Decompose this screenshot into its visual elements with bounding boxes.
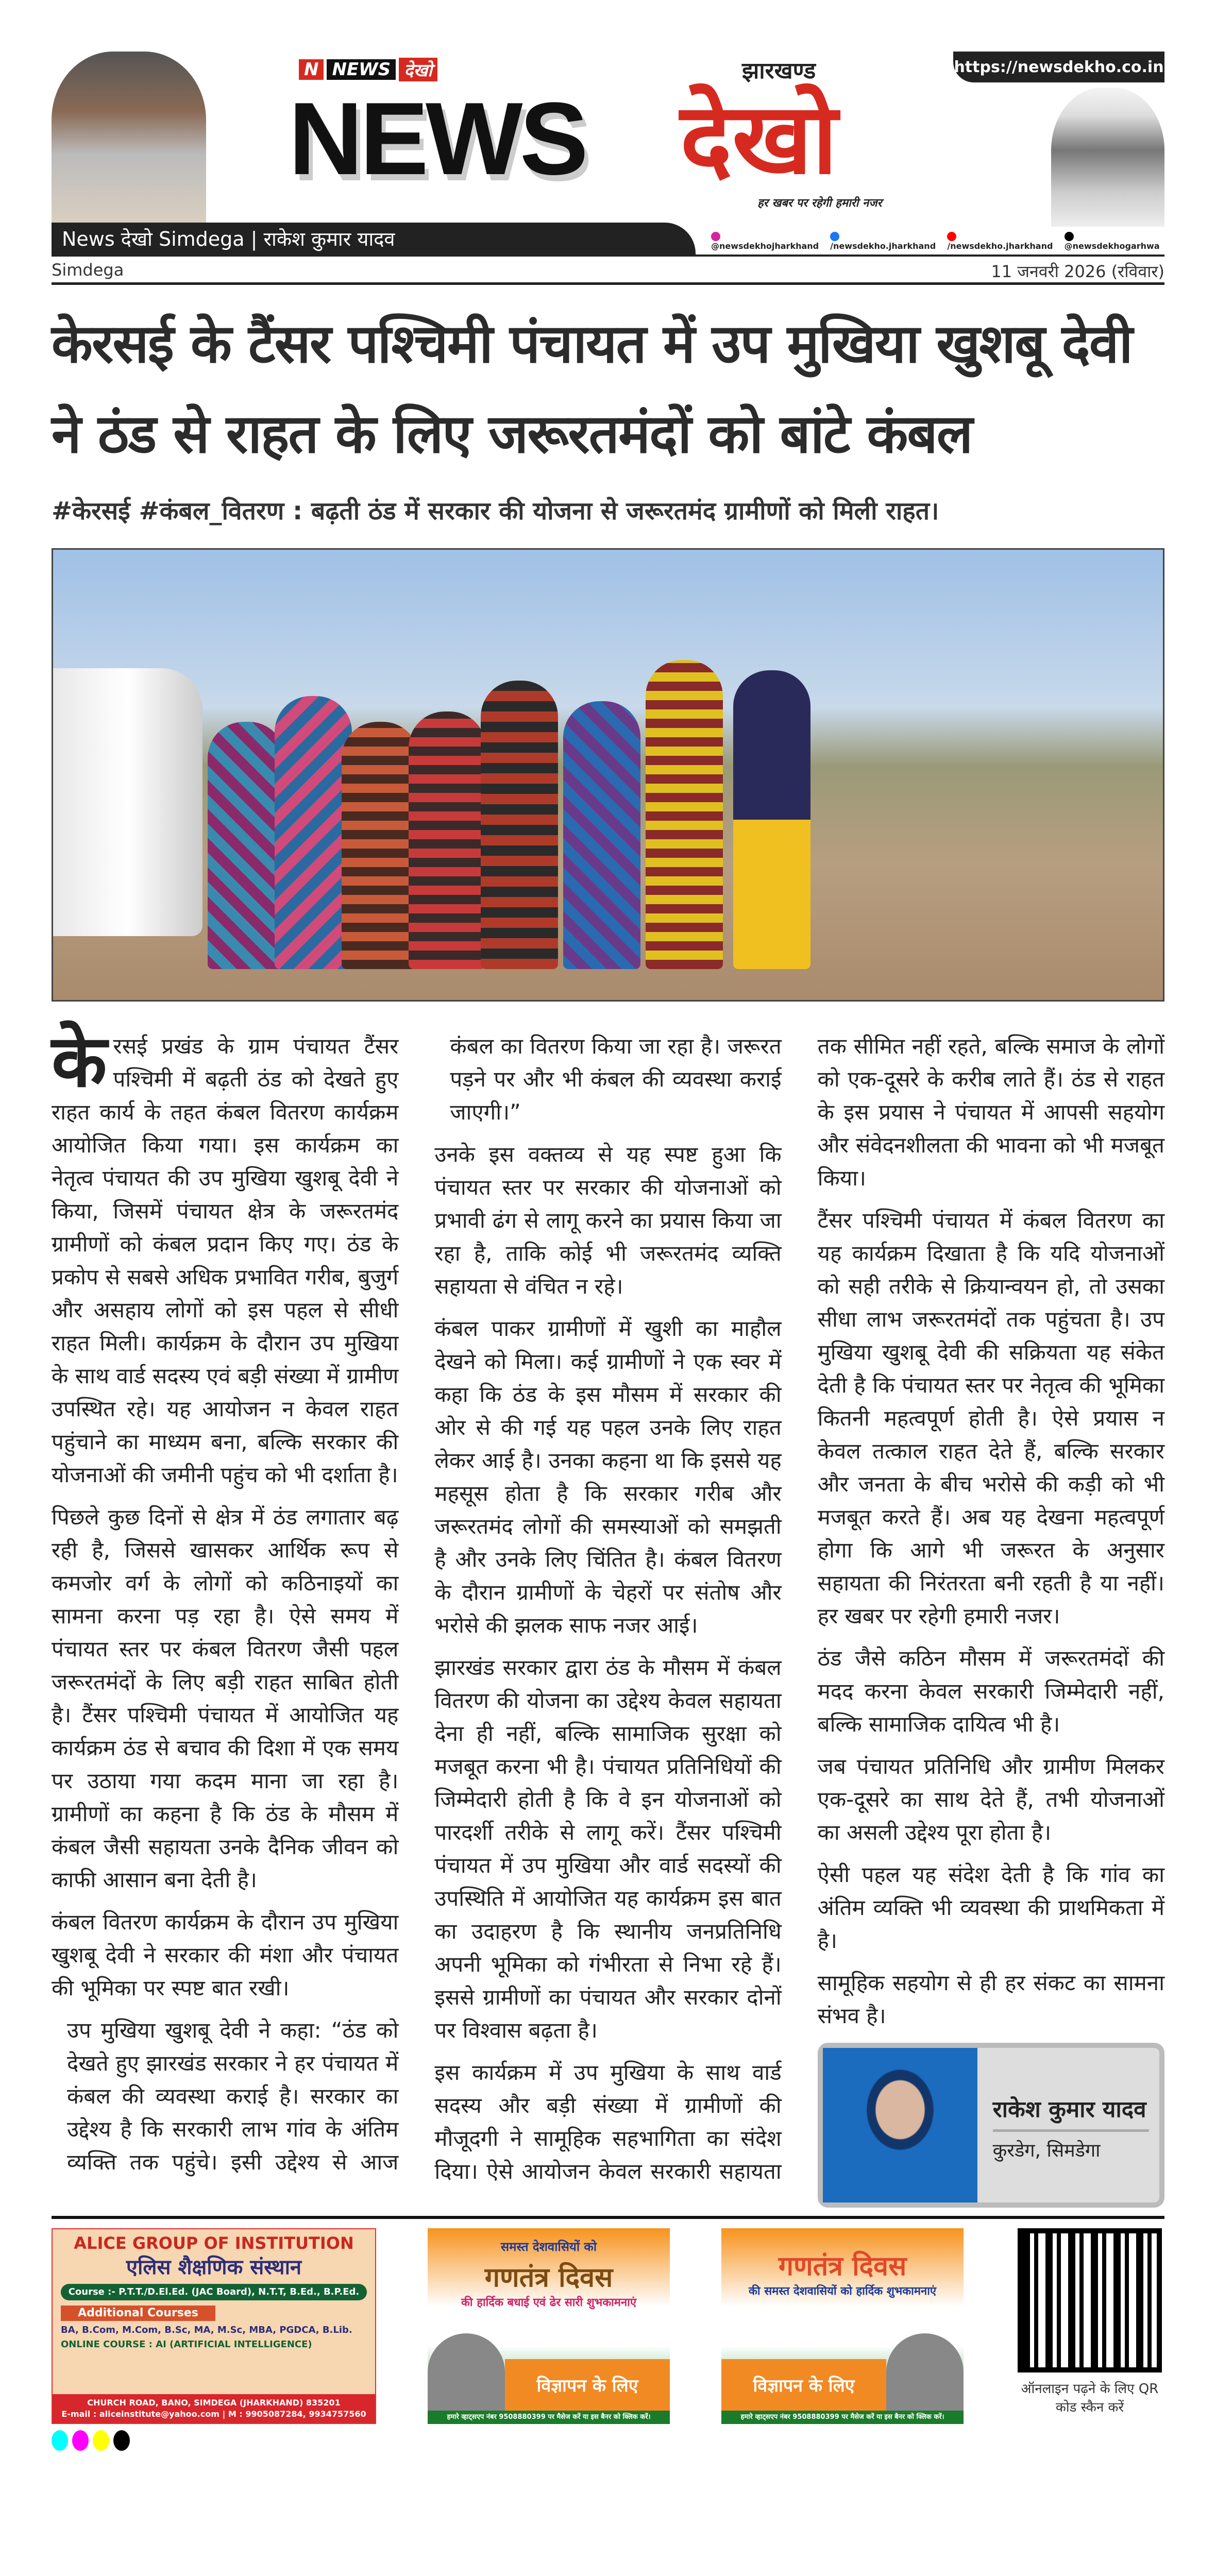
article-paragraph: टैंसर पश्चिमी पंचायत में कंबल वितरण का यह कार्यक्रम दिखाता है कि यदि योजनाओं को सही तरीके से क्रियान्वयन हो, तो उसका सीधा लाभ जरूरतमंदों तक पहुंचता है। उप मुखिया खुशबू देवी की सक्रियता यह संकेत देती है कि पंचायत स्तर पर नेतृत्व की भूमिका कितनी महत्वपूर्ण होती है। ऐसे प्रयास न केवल तत्काल राहत देते हैं, बल्कि सरकार और जनता के बीच भरोसे की कड़ी को भी मजबूत करते हैं। अब यह देखना महत्वपूर्ण होगा कि आगे भी जरूरत के अनुसार सहायता की निरंतरता बनी रहती है या नहीं। हर खबर पर रहेगी हमारी नजर। [817, 1208, 1164, 1629]
divider [52, 2216, 1164, 2219]
social-handle: @newsdekhojharkhand [711, 241, 819, 251]
portrait-left-image [52, 52, 206, 223]
person-figure [481, 681, 558, 969]
ad-sub-text: की समस्त देशवासियों को हार्दिक शुभकामनाएं [748, 2285, 937, 2298]
logo-dekho: देखो [680, 82, 838, 196]
person-figure [563, 701, 640, 969]
article-paragraph: झारखंड सरकार द्वारा ठंड के मौसम में कंबल वितरण की योजना का उद्देश्य केवल सहायता देना ही नहीं, बल्कि सामाजिक सुरक्षा को मजबूत करना भी है। पंचायत प्रतिनिधियों की जिम्मेदारी होती है कि वे इन योजनाओं को पारदर्शी तरीके से लागू करें। टैंसर पश्चिमी पंचायत में उप मुखिया और वार्ड सदस्यों की उपस्थिति में आयोजित यह कार्यक्रम इस बात का उदाहरण है कि स्थानीय जनप्रतिनिधि अपनी भूमिका को गंभीरता से निभा रहे हैं। इससे ग्रामीणों का पंचायत और सरकार दोनों पर विश्वास बढ़ता है। [434, 1655, 782, 2043]
social-facebook[interactable] [830, 231, 940, 251]
ad-cta-button[interactable]: विज्ञापन के लिए [505, 2359, 670, 2411]
main-content [52, 299, 1164, 2424]
article-body [52, 1020, 1164, 2208]
author-card [818, 2043, 1164, 2208]
social-instagram[interactable] [711, 231, 823, 251]
logo-news: NEWS [289, 81, 585, 196]
magenta-dot [72, 2430, 89, 2451]
divider [52, 282, 1164, 285]
article-paragraph: सामूहिक सहयोग से ही हर संकट का सामना संभव है। [817, 1970, 1164, 2028]
black-dot [113, 2430, 130, 2451]
placeholder-person-icon [428, 2333, 505, 2411]
article-paragraph [52, 1020, 399, 1492]
person-figure [733, 670, 810, 969]
author-photo [823, 2048, 977, 2202]
x-icon [1065, 232, 1074, 241]
byline-bar: News देखो Simdega | राकेश कुमार यादव [52, 223, 696, 255]
headline: केरसई के टैंसर पश्चिमी पंचायत में उप मुखिया खुशबू देवी ने ठंड से राहत के लिए जरूरतमंदों को बांटे कंबल [52, 312, 1132, 465]
mini-logo-news: NEWS [327, 59, 396, 80]
article-quote: उप मुखिया खुशबू देवी ने कहा: “ठंड को देखते हुए झारखंड सरकार ने हर पंचायत में कंबल की व्यवस्था कराई है। सरकार का उद्देश्य है कि सरकारी लाभ गांव के अंतिम व्यक्ति तक पहुंचे। इसी उद्देश्य से आज कंबल का वितरण किया जा रहा है। जरूरत पड़ने पर और भी कंबल की व्यवस्था कराई जाएगी।” [67, 1033, 782, 2175]
author-location: कुरडेग, सिमडेगा [992, 2140, 1101, 2161]
ad-strip: हमारे व्हाट्सएप नंबर 9508880399 पर मैसेज करें या इस बैनर को क्लिक करें। [721, 2411, 964, 2424]
ad-address: CHURCH ROAD, BANO, SIMDEGA (JHARKHAND) 835201 [87, 2398, 341, 2408]
social-handle: /newsdekho.jharkhand [947, 241, 1053, 251]
ad-course: Course :- P.T.T./D.El.Ed. (JAC Board), N.T.T, B.Ed., B.P.Ed. [61, 2284, 367, 2300]
mini-logo-dekho: देखो [399, 58, 437, 81]
author-name: राकेश कुमार यादव [993, 2094, 1149, 2132]
ad-republic-day-1[interactable] [428, 2228, 670, 2424]
car-image [53, 668, 202, 936]
qr-caption: ऑनलाइन पढ़ने के लिए QR कोड स्कैन करें [1021, 2381, 1159, 2415]
article-paragraph: उनके इस वक्तव्य से यह स्पष्ट हुआ कि पंचायत स्तर पर सरकार की योजनाओं को प्रभावी ढंग से लागू करने का प्रयास किया जा रहा है, ताकि कोई भी जरूरतमंद व्यक्ति सहायता से वंचित न रहे। [434, 1142, 782, 1299]
mini-logo-n: N [299, 59, 324, 80]
divider [52, 255, 1164, 257]
portrait-right-image [1051, 88, 1164, 227]
article-paragraph: इस कार्यक्रम में उप मुखिया के साथ वार्ड सदस्य और बड़ी संख्या में ग्रामीणों की मौजूदगी ने सामूहिक सहभागिता का संदेश दिया। ऐसे आयोजन केवल सरकारी सहायता तक सीमित नहीं रहते, बल्कि समाज के लोगों को एक-दूसरे के करीब लाते हैं। ठंड से राहत के इस प्रयास ने पंचायत में आपसी सहयोग और संवेदनशीलता की भावना को भी मजबूत किया। [434, 1033, 1164, 2184]
yellow-dot [93, 2430, 109, 2451]
qr-block [1015, 2228, 1164, 2417]
article-paragraph: ऐसी पहल यह संदेश देती है कि गांव का अंतिम व्यक्ति भी व्यवस्था की प्राथमिकता में है। [817, 1862, 1164, 1953]
person-figure [275, 696, 352, 969]
date: 11 जनवरी 2026 (रविवार) [991, 262, 1164, 281]
masthead [0, 0, 1216, 289]
article-paragraph: कंबल वितरण कार्यक्रम के दौरान उप मुखिया खुशबू देवी ने सरकार की मंशा और पंचायत की भूमिका पर स्पष्ट बात रखी। [52, 1909, 399, 2001]
facebook-icon [830, 232, 839, 241]
social-x[interactable] [1065, 231, 1164, 251]
qr-code[interactable] [1018, 2228, 1162, 2372]
mini-logo [299, 57, 437, 82]
social-youtube[interactable] [947, 231, 1057, 251]
ad-title: ALICE GROUP OF INSTITUTION [74, 2233, 354, 2253]
ad-degrees: BA, B.Com, M.Com, B.Sc, MA, M.Sc, MBA, PGDCA, B.Lib. [61, 2325, 352, 2335]
social-links [711, 231, 1164, 251]
ad-online: ONLINE COURSE : AI (ARTIFICIAL INTELLIGENCE) [61, 2339, 312, 2350]
ad-contact: E-mail : aliceinstitute@yahoo.com | M : 9905087284, 9934757560 [61, 2409, 366, 2419]
person-figure [342, 722, 419, 969]
ad-republic-day-2[interactable] [721, 2228, 964, 2424]
ad-big-text: गणतंत्र दिवस [778, 2251, 907, 2282]
tagline: हर खबर पर रहेगी हमारी नजर [757, 197, 882, 210]
article-paragraph: जब पंचायत प्रतिनिधि और ग्रामीण मिलकर एक-दूसरे का साथ देते हैं, तभी योजनाओं का असली उद्देश्य पूरा होता है। [817, 1754, 1164, 1845]
article-paragraph: ठंड जैसे कठिन मौसम में जरूरतमंदों की मदद करना केवल सरकारी जिम्मेदारी नहीं, बल्कि सामाजिक दायित्व भी है। [817, 1646, 1164, 1737]
ads-row [52, 2228, 1164, 2424]
location: Simdega [52, 260, 124, 280]
social-handle: /newsdekho.jharkhand [830, 241, 936, 251]
youtube-icon [947, 232, 956, 241]
ad-bottom-row [428, 2333, 670, 2411]
ad-title-hindi: एलिस शैक्षणिक संस्थान [126, 2256, 302, 2279]
article-paragraph: कंबल पाकर ग्रामीणों में खुशी का माहौल देखने को मिला। कई ग्रामीणों ने एक स्वर में कहा कि ठंड के इस मौसम में सरकार की ओर से की गई यह पहल उनके लिए राहत लेकर आई है। उनका कहना था कि इससे यह महसूस होता है कि सरकार गरीब और जरूरतमंद लोगों की समस्याओं को समझती है और उनके लिए चिंतित है। कंबल वितरण के दौरान ग्रामीणों के चेहरों पर संतोष और भरोसे की झलक साफ नजर आई। [434, 1316, 782, 1638]
ad-strip: हमारे व्हाट्सएप नंबर 9508880399 पर मैसेज करें या इस बैनर को क्लिक करें। [428, 2411, 670, 2424]
author-info [977, 2048, 1159, 2202]
registration-marks [52, 2430, 1216, 2451]
article-photo [52, 548, 1164, 1002]
ad-cta-button[interactable]: विज्ञापन के लिए [721, 2359, 886, 2411]
cyan-dot [52, 2430, 68, 2451]
ad-heading: समस्त देशवासियों को [500, 2240, 597, 2254]
logo-region: झारखण्ड [742, 58, 816, 84]
ad-footer [53, 2394, 375, 2423]
ad-sub-text: की हार्दिक बधाई एवं ढेर सारी शुभकामनाएं [461, 2296, 637, 2309]
article-paragraph: पिछले कुछ दिनों से क्षेत्र में ठंड लगातार बढ़ रही है, जिससे खासकर आर्थिक रूप से कमजोर वर्ग के लोगों को कठिनाइयों का सामना करना पड़ रहा है। ऐसे समय में पंचायत स्तर पर कंबल वितरण जैसी पहल जरूरतमंदों के लिए बड़ी राहत साबित होती है। टैंसर पश्चिमी पंचायत में आयोजित यह कार्यक्रम ठंड से बचाव की दिशा में एक समय पर उठाया गया कदम माना जा रहा है। ग्रामीणों का कहना है कि ठंड के मौसम में कंबल जैसी सहायता उनके दैनिक जीवन को काफी आसान बना देती है। [52, 1504, 399, 1892]
ad-alice-institution[interactable] [52, 2228, 376, 2424]
ad-big-text: गणतंत्र दिवस [484, 2262, 613, 2293]
website-url[interactable]: https://newsdekho.co.in [953, 52, 1164, 82]
paragraph-text: रसई प्रखंड के ग्राम पंचायत टैंसर पश्चिमी में बढ़ती ठंड को देखते हुए राहत कार्य के तहत कंबल वितरण कार्यक्रम आयोजित किया गया। इस कार्यक्रम का नेतृत्व पंचायत की उप मुखिया खुशबू देवी ने किया, जिसमें पंचायत क्षेत्र के जरूरतमंद ग्रामीणों को कंबल प्रदान किए गए। ठंड के प्रकोप से सबसे अधिक प्रभावित गरीब, बुजुर्ग और असहाय लोगों को इस पहल से सीधी राहत मिली। कार्यक्रम के दौरान उप मुखिया के साथ वार्ड सदस्य एवं बड़ी संख्या में ग्रामीण उपस्थित रहे। यह आयोजन न केवल राहत पहुंचाने का माध्यम बना, बल्कि सरकार की योजनाओं की जमीनी पहुंच को भी दर्शाता है। [52, 1033, 399, 1487]
ad-bottom-row [721, 2333, 964, 2411]
person-figure [409, 711, 486, 969]
drop-cap: के [52, 1020, 107, 1104]
subheadline: #केरसई #कंबल_वितरण : बढ़ती ठंड में सरकार की योजना से जरूरतमंद ग्रामीणों को मिली राहत। [52, 497, 939, 526]
placeholder-person-icon [886, 2333, 964, 2411]
ad-additional: Additional Courses [61, 2306, 215, 2321]
person-figure [208, 722, 285, 969]
instagram-icon [711, 232, 720, 241]
person-figure [646, 660, 723, 969]
social-handle: @newsdekhogarhwa [1064, 241, 1160, 251]
